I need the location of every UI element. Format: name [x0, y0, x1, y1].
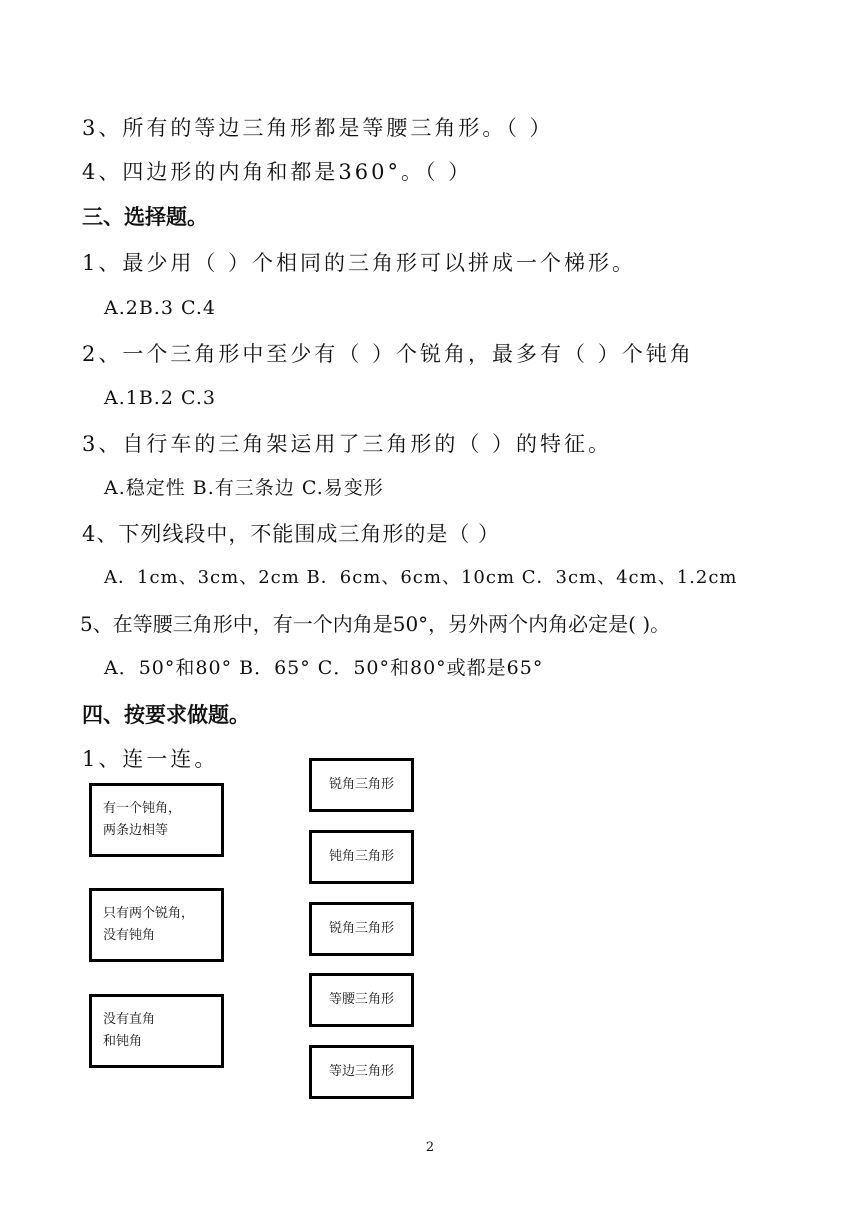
judgement-item-4: 4、四边形的内角和都是360°。（ ） [82, 160, 473, 184]
match-left-box-3[interactable] [89, 994, 224, 1068]
question-3-5-options: A．50°和80° B．65° C．50°和80°或都是65° [104, 657, 544, 679]
question-3-2-options: A.1B.2 C.3 [104, 387, 216, 409]
match-left-box-3-line1: 没有直角 [103, 1012, 156, 1027]
match-right-box-2-label: 钝角三角形 [328, 849, 394, 864]
match-right-box-3[interactable] [309, 902, 414, 956]
match-right-box-1-label: 锐角三角形 [328, 777, 394, 792]
match-left-box-2-line1: 只有两个锐角， [103, 906, 195, 921]
match-right-box-2[interactable] [309, 830, 414, 884]
question-3-2: 2、一个三角形中至少有（ ）个锐角，最多有（ ）个钝角 [82, 342, 694, 366]
section-3-title: 三、选择题。 [82, 205, 208, 229]
section-4-subtitle: 1、连一连。 [82, 747, 219, 771]
match-left-box-1[interactable] [89, 783, 224, 857]
question-3-1-options: A.2B.3 C.4 [104, 297, 216, 319]
judgement-item-3: 3、所有的等边三角形都是等腰三角形。（ ） [82, 116, 554, 140]
match-left-box-2[interactable] [89, 888, 224, 962]
match-left-box-1-line2: 两条边相等 [103, 823, 169, 838]
match-right-box-5-label: 等边三角形 [328, 1064, 394, 1079]
question-3-4-options: A．1cm、3cm、2cm B．6cm、6cm、10cm C．3cm、4cm、1.2cm [104, 567, 738, 588]
question-3-5: 5、在等腰三角形中，有一个内角是50°，另外两个内角必定是( )。 [80, 612, 671, 636]
match-right-box-5[interactable] [309, 1045, 414, 1099]
question-3-3-options: A.稳定性 B.有三条边 C.易变形 [104, 477, 384, 499]
match-left-box-2-line2: 没有钝角 [103, 928, 156, 943]
match-right-box-3-label: 锐角三角形 [328, 921, 394, 936]
question-3-1: 1、最少用（ ）个相同的三角形可以拼成一个梯形。 [82, 251, 637, 275]
match-right-box-4-label: 等腰三角形 [328, 992, 394, 1007]
match-right-box-1[interactable] [309, 758, 414, 812]
match-left-box-3-line2: 和钝角 [103, 1034, 143, 1049]
match-right-box-4[interactable] [309, 973, 414, 1027]
section-4-title: 四、按要求做题。 [82, 703, 250, 727]
page-number: 2 [425, 1140, 435, 1155]
question-3-4: 4、下列线段中，不能围成三角形的是（ ） [82, 522, 501, 546]
match-left-box-1-line1: 有一个钝角， [103, 801, 182, 816]
question-3-3: 3、自行车的三角架运用了三角形的（ ）的特征。 [82, 432, 613, 456]
